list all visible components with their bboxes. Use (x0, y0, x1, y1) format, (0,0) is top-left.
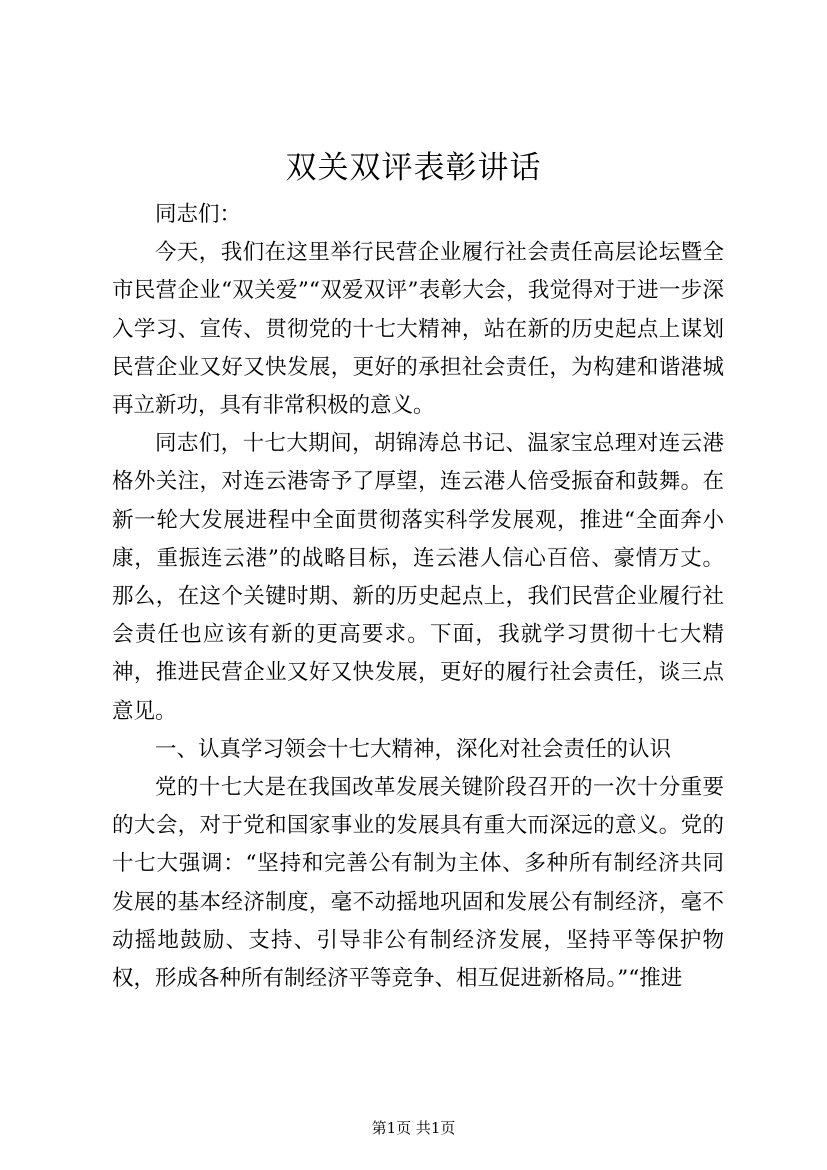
document-title: 双关双评表彰讲话 (285, 150, 542, 186)
document-body (112, 196, 724, 998)
paragraph-opening: 今天，我们在这里举行民营企业履行社会责任高层论坛暨全市民营企业“双关爱”“双爱双评”表彰大会，我觉得对于进一步深入学习、宣传、贯彻党的十七大精神，站在新的历史起点上谋划民营企业又好又快发展，更好的承担社会责任，为构建和谐港城再立新功，具有非常积极的意义。 (112, 240, 724, 419)
page-footer: 第1页 共1页 (371, 1119, 456, 1137)
paragraph-congress: 同志们，十七大期间，胡锦涛总书记、温家宝总理对连云港格外关注，对连云港寄予了厚望，连云港人倍受振奋和鼓舞。在新一轮大发展进程中全面贯彻落实科学发展观，推进“全面奔小康，重振连云港”的战略目标，连云港人信心百倍、豪情万丈。那么，在这个关键时期、新的历史起点上，我们民营企业履行社会责任也应该有新的更高要求。下面，我就学习贯彻十七大精神，推进民营企业又好又快发展，更好的履行社会责任，谈三点意见。 (112, 431, 724, 724)
greeting: 同志们： (155, 202, 242, 227)
paragraph-seventeenth-congress: 党的十七大是在我国改革发展关键阶段召开的一次十分重要的大会，对于党和国家事业的发展具有重大而深远的意义。党的十七大强调：“坚持和完善公有制为主体、多种所有制经济共同发展的基本经济制度，毫不动摇地巩固和发展公有制经济，毫不动摇地鼓励、支持、引导非公有制经济发展，坚持平等保护物权，形成各种所有制经济平等竞争、相互促进新格局。”“推进 (112, 775, 724, 992)
section-heading-1: 一、认真学习领会十七大精神，深化对社会责任的认识 (155, 736, 672, 762)
